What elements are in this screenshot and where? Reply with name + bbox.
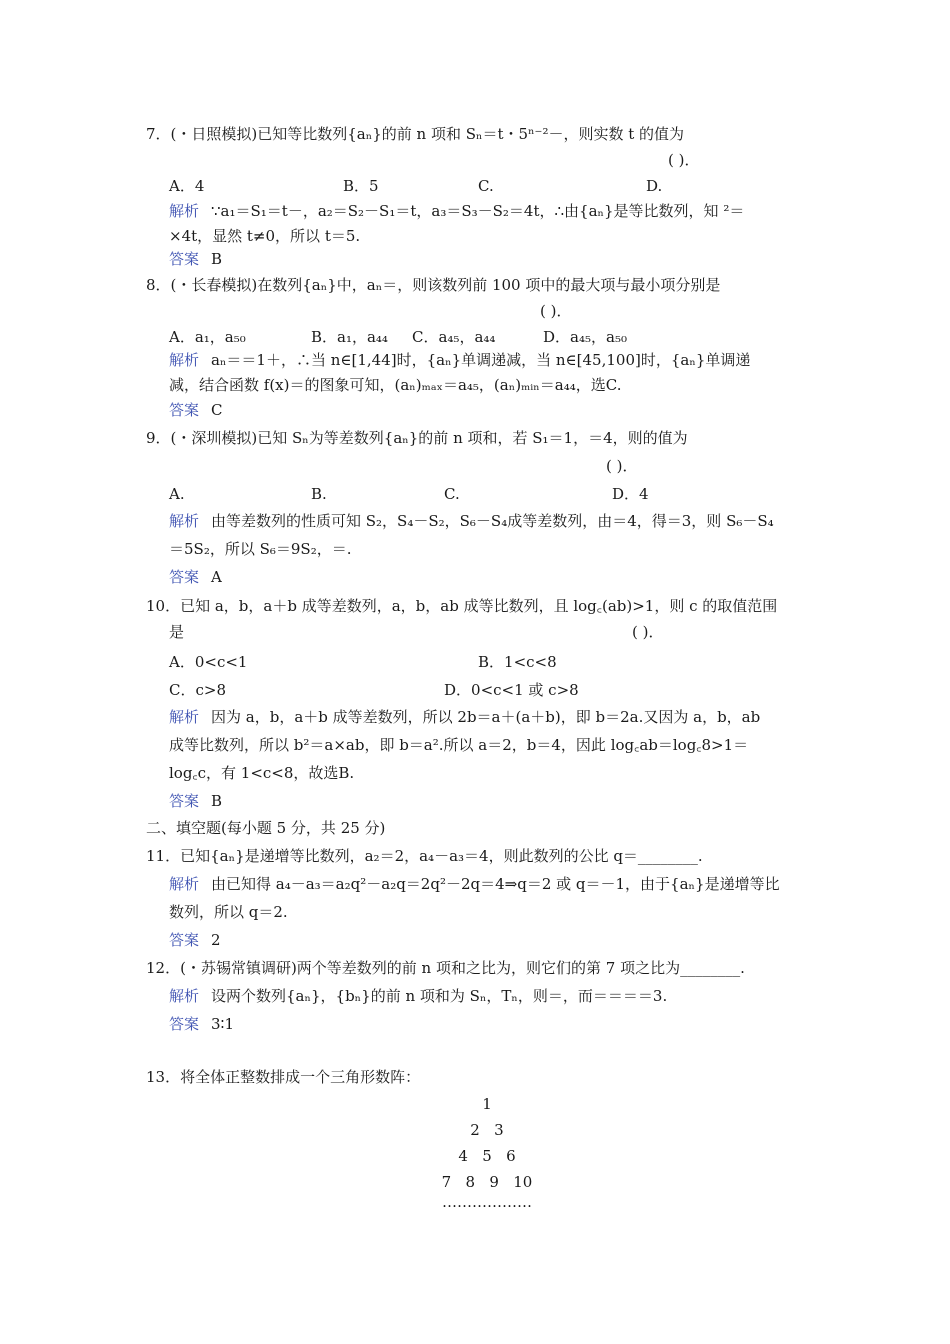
q9-answer-paren: ( )． xyxy=(606,457,638,475)
triangle-row-4: 7 8 9 10 xyxy=(441,1173,533,1191)
q9-option-c: C. xyxy=(444,485,460,503)
q8-answer-line xyxy=(169,400,222,420)
q12-answer: 3∶1 xyxy=(211,1015,234,1033)
triangle-row-3: 4 5 6 xyxy=(458,1147,516,1165)
q7-answer: B xyxy=(211,250,223,268)
q8-analysis-line1 xyxy=(169,350,750,370)
answer-label: 答案 xyxy=(169,931,200,949)
q10-stem-line1: 10．已知 a，b，a＋b 成等差数列，a，b，ab 成等比数列，且 log꜀(ab)>1，则 c 的取值范围 xyxy=(146,597,778,615)
q7-analysis-line1 xyxy=(169,201,744,221)
q11-answer: 2 xyxy=(211,931,221,949)
analysis-label: 解析 xyxy=(169,875,200,893)
q10-option-a: A．0<c<1 xyxy=(169,653,248,671)
q8-analysis-line2: 减，结合函数 f(x)＝的图象可知，(aₙ)ₘₐₓ＝a₄₅，(aₙ)ₘᵢₙ＝a₄₄，选C. xyxy=(169,376,622,394)
q10-option-c: C．c>8 xyxy=(169,681,226,699)
analysis-label: 解析 xyxy=(169,708,200,726)
q10-analysis-text-1: 因为 a，b，a＋b 成等差数列，所以 2b＝a＋(a＋b)，即 b＝2a.又因为 a，b，ab xyxy=(211,708,761,726)
q7-stem: 7．(・日照模拟)已知等比数列{aₙ}的前 n 项和 Sₙ＝t・5ⁿ⁻²－，则实数 t 的值为 xyxy=(146,125,685,143)
q10-answer: B xyxy=(211,792,223,810)
q10-analysis-line3: log꜀c，有 1<c<8，故选B. xyxy=(169,764,355,782)
q8-option-d: D．a₄₅，a₅₀ xyxy=(543,328,627,346)
q12-analysis-line1 xyxy=(169,986,667,1006)
q8-option-b: B．a₁，a₄₄ xyxy=(311,328,388,346)
answer-label: 答案 xyxy=(169,792,200,810)
answer-label: 答案 xyxy=(169,568,200,586)
q13-stem: 13．将全体正整数排成一个三角形数阵： xyxy=(146,1068,421,1086)
q8-option-a: A．a₁，a₅₀ xyxy=(169,328,246,346)
q12-analysis-text-1: 设两个数列{aₙ}，{bₙ}的前 n 项和为 Sₙ，Tₙ，则＝，而＝＝＝＝3. xyxy=(211,987,668,1005)
analysis-label: 解析 xyxy=(169,351,200,369)
q8-stem: 8．(・长春模拟)在数列{aₙ}中，aₙ＝，则该数列前 100 项中的最大项与最小项分别是 xyxy=(146,276,721,294)
q9-stem: 9．(・深圳模拟)已知 Sₙ为等差数列{aₙ}的前 n 项和，若 S₁＝1，＝4，则的值为 xyxy=(146,429,688,447)
q7-analysis-line2: ×4t，显然 t≠0，所以 t＝5. xyxy=(169,227,361,245)
q7-option-a: A．4 xyxy=(169,177,205,195)
analysis-label: 解析 xyxy=(169,512,200,530)
q7-analysis-text-1: ∵a₁＝S₁＝t－，a₂＝S₂－S₁＝t，a₃＝S₃－S₂＝4t，∴由{aₙ}是等比数列，知 ²＝ xyxy=(211,202,745,220)
q7-option-c: C. xyxy=(478,177,494,195)
q9-answer-line xyxy=(169,567,222,587)
triangle-row-ellipsis: ……………… xyxy=(442,1193,532,1211)
q11-answer-line xyxy=(169,930,221,950)
q9-answer: A xyxy=(211,568,222,586)
q10-answer-paren: ( )． xyxy=(632,623,664,641)
q11-analysis-line1 xyxy=(169,874,780,894)
q10-analysis-line2: 成等比数列，所以 b²＝a×ab，即 b＝a².所以 a＝2，b＝4，因此 log꜀ab＝log꜀8>1＝ xyxy=(169,736,749,754)
q8-answer-paren: ( )． xyxy=(540,302,572,320)
q7-option-b: B．5 xyxy=(343,177,379,195)
answer-label: 答案 xyxy=(169,1015,200,1033)
analysis-label: 解析 xyxy=(169,987,200,1005)
q10-option-b: B．1<c<8 xyxy=(478,653,557,671)
q10-option-d: D．0<c<1 或 c>8 xyxy=(444,681,579,699)
q7-option-d: D. xyxy=(646,177,663,195)
section-heading: 二、填空题(每小题 5 分，共 25 分) xyxy=(146,819,386,837)
triangle-row-2: 2 3 xyxy=(470,1121,504,1139)
q10-stem-line2: 是 xyxy=(169,623,185,641)
q7-answer-line xyxy=(169,249,222,269)
q9-option-b: B. xyxy=(311,485,327,503)
analysis-label: 解析 xyxy=(169,202,200,220)
answer-label: 答案 xyxy=(169,401,200,419)
q12-answer-line xyxy=(169,1014,234,1034)
q9-analysis-line1 xyxy=(169,511,774,531)
q12-stem: 12．(・苏锡常镇调研)两个等差数列的前 n 项和之比为，则它们的第 7 项之比为________. xyxy=(146,959,745,977)
answer-label: 答案 xyxy=(169,250,200,268)
q9-analysis-text-1: 由等差数列的性质可知 S₂，S₄－S₂，S₆－S₄成等差数列，由＝4，得＝3，则 S₆－S₄ xyxy=(211,512,774,530)
q9-analysis-line2: ＝5S₂，所以 S₆＝9S₂，＝. xyxy=(169,540,352,558)
triangle-row-1: 1 xyxy=(482,1095,492,1113)
q10-answer-line xyxy=(169,791,222,811)
q8-option-c: C．a₄₅，a₄₄ xyxy=(412,328,496,346)
q9-option-d: D．4 xyxy=(612,485,649,503)
q11-analysis-line2: 数列，所以 q＝2. xyxy=(169,903,288,921)
q9-option-a: A. xyxy=(169,485,185,503)
q10-analysis-line1 xyxy=(169,707,760,727)
q8-answer: C xyxy=(211,401,223,419)
q7-answer-paren: ( )． xyxy=(668,151,700,169)
q8-analysis-text-1: aₙ＝＝1＋，∴当 n∈[1,44]时，{aₙ}单调递减，当 n∈[45,100]时，{aₙ}单调递 xyxy=(211,351,751,369)
q11-stem: 11．已知{aₙ}是递增等比数列，a₂＝2，a₄－a₃＝4，则此数列的公比 q＝________. xyxy=(146,847,703,865)
q11-analysis-text-1: 由已知得 a₄－a₃＝a₂q²－a₂q＝2q²－2q＝4⇒q＝2 或 q＝－1，由于{aₙ}是递增等比 xyxy=(211,875,780,893)
